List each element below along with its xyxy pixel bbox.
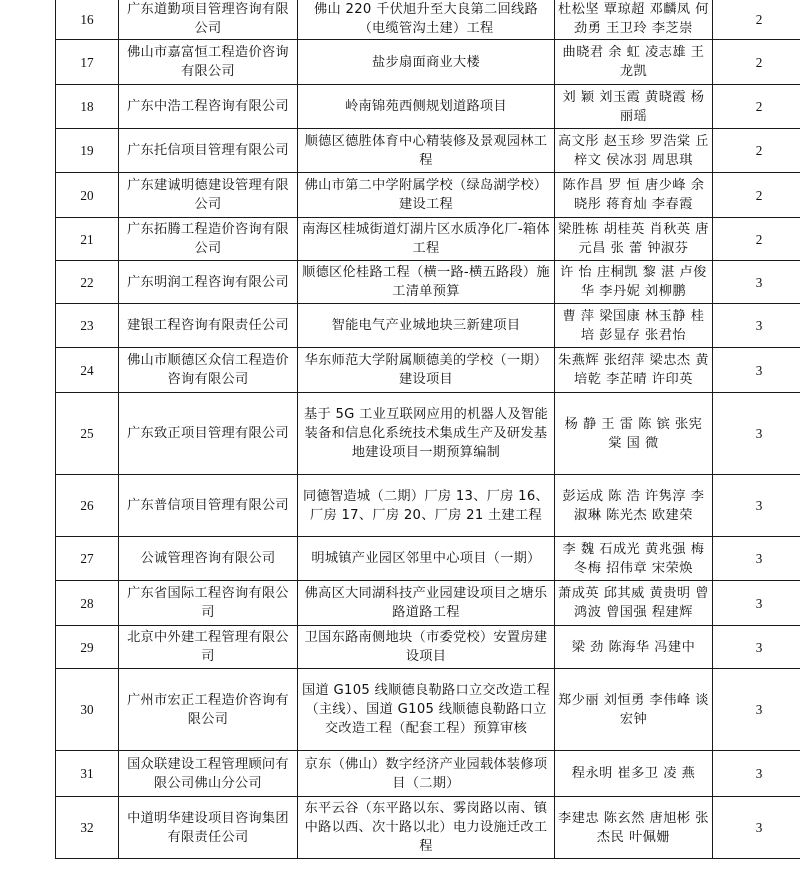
project-name: 东平云谷（东平路以东、雾岗路以南、镇中路以西、次十路以北）电力设施迁改工程 bbox=[298, 797, 555, 859]
personnel-list: 刘 颖 刘玉霞 黄晓霞 杨丽瑶 bbox=[555, 85, 713, 129]
company-name: 广东托信项目管理有限公司 bbox=[119, 129, 298, 173]
table-row bbox=[56, 218, 800, 261]
count-value: 3 bbox=[713, 751, 800, 797]
row-number: 17 bbox=[56, 40, 119, 85]
count-value: 2 bbox=[713, 173, 800, 218]
company-name: 中道明华建设项目咨询集团有限责任公司 bbox=[119, 797, 298, 859]
row-number: 31 bbox=[56, 751, 119, 797]
table-row bbox=[56, 797, 800, 859]
count-value: 3 bbox=[713, 304, 800, 348]
company-name: 国众联建设工程管理顾问有限公司佛山分公司 bbox=[119, 751, 298, 797]
row-number: 29 bbox=[56, 626, 119, 669]
row-number: 23 bbox=[56, 304, 119, 348]
table-row bbox=[56, 393, 800, 475]
row-number: 27 bbox=[56, 537, 119, 581]
project-name: 国道 G105 线顺德良勒路口立交改造工程（主线）、国道 G105 线顺德良勒路口立交改造工程（配套工程）预算审核 bbox=[298, 669, 555, 751]
company-name: 建银工程咨询有限责任公司 bbox=[119, 304, 298, 348]
company-name: 广州市宏正工程造价咨询有限公司 bbox=[119, 669, 298, 751]
company-name: 广东中浩工程咨询有限公司 bbox=[119, 85, 298, 129]
personnel-list: 高文彤 赵玉珍 罗浩棠 丘梓文 侯冰羽 周思琪 bbox=[555, 129, 713, 173]
table-row bbox=[56, 751, 800, 797]
count-value: 2 bbox=[713, 85, 800, 129]
personnel-list: 梁 劲 陈海华 冯建中 bbox=[555, 626, 713, 669]
personnel-list: 杜松坚 覃琼超 邓麟凤 何劲勇 王卫玲 李芝崇 bbox=[555, 0, 713, 40]
project-name: 佛高区大同湖科技产业园建设项目之塘乐路道路工程 bbox=[298, 581, 555, 626]
company-name: 佛山市顺德区众信工程造价咨询有限公司 bbox=[119, 348, 298, 393]
row-number: 32 bbox=[56, 797, 119, 859]
personnel-list: 许 怡 庄桐凯 黎 湛 卢俊华 李丹妮 刘柳鹏 bbox=[555, 261, 713, 304]
personnel-list: 李建忠 陈玄然 唐旭彬 张杰民 叶佩姗 bbox=[555, 797, 713, 859]
personnel-list: 曲晓君 余 虹 凌志雄 王龙凯 bbox=[555, 40, 713, 85]
count-value: 2 bbox=[713, 218, 800, 261]
count-value: 3 bbox=[713, 669, 800, 751]
company-name: 广东拓腾工程造价咨询有限公司 bbox=[119, 218, 298, 261]
table-row bbox=[56, 626, 800, 669]
company-name: 佛山市嘉富恒工程造价咨询有限公司 bbox=[119, 40, 298, 85]
project-name: 盐步扇面商业大楼 bbox=[298, 40, 555, 85]
personnel-list: 梁胜栋 胡桂英 肖秋英 唐元昌 张 蕾 钟淑芬 bbox=[555, 218, 713, 261]
table-row bbox=[56, 581, 800, 626]
personnel-list: 李 魏 石成光 黄兆强 梅冬梅 招伟章 宋荣焕 bbox=[555, 537, 713, 581]
project-name: 华东师范大学附属顺德美的学校（一期）建设项目 bbox=[298, 348, 555, 393]
personnel-list: 陈作昌 罗 恒 唐少峰 余晓彤 蒋育灿 李春霞 bbox=[555, 173, 713, 218]
personnel-list: 萧成英 邱其威 黄贵明 曾鸿波 曾国强 程建辉 bbox=[555, 581, 713, 626]
count-value: 2 bbox=[713, 40, 800, 85]
table-row bbox=[56, 40, 800, 85]
count-value: 3 bbox=[713, 626, 800, 669]
count-value: 3 bbox=[713, 475, 800, 537]
project-name: 京东（佛山）数字经济产业园载体装修项目（二期） bbox=[298, 751, 555, 797]
company-name: 公诚管理咨询有限公司 bbox=[119, 537, 298, 581]
count-value: 3 bbox=[713, 261, 800, 304]
table-row bbox=[56, 0, 800, 40]
personnel-list: 彭运成 陈 浩 许隽淳 李淑琳 陈光杰 欧建荣 bbox=[555, 475, 713, 537]
table-row bbox=[56, 173, 800, 218]
project-name: 顺德区伦桂路工程（横一路-横五路段）施工清单预算 bbox=[298, 261, 555, 304]
row-number: 22 bbox=[56, 261, 119, 304]
project-table bbox=[55, 0, 800, 859]
row-number: 28 bbox=[56, 581, 119, 626]
company-name: 北京中外建工程管理有限公司 bbox=[119, 626, 298, 669]
project-name: 卫国东路南侧地块（市委党校）安置房建设项目 bbox=[298, 626, 555, 669]
table-row bbox=[56, 348, 800, 393]
row-number: 18 bbox=[56, 85, 119, 129]
personnel-list: 程永明 崔多卫 凌 燕 bbox=[555, 751, 713, 797]
project-name: 佛山市第二中学附属学校（绿岛湖学校）建设工程 bbox=[298, 173, 555, 218]
company-name: 广东省国际工程咨询有限公司 bbox=[119, 581, 298, 626]
project-name: 智能电气产业城地块三新建项目 bbox=[298, 304, 555, 348]
table-row bbox=[56, 669, 800, 751]
table-row bbox=[56, 85, 800, 129]
project-name: 岭南锦苑西侧规划道路项目 bbox=[298, 85, 555, 129]
project-name: 基于 5G 工业互联网应用的机器人及智能装备和信息化系统技术集成生产及研发基地建设项目一期预算编制 bbox=[298, 393, 555, 475]
count-value: 2 bbox=[713, 0, 800, 40]
project-name: 同德智造城（二期）厂房 13、厂房 16、厂房 17、厂房 20、厂房 21 土建工程 bbox=[298, 475, 555, 537]
row-number: 20 bbox=[56, 173, 119, 218]
row-number: 16 bbox=[56, 0, 119, 40]
row-number: 19 bbox=[56, 129, 119, 173]
count-value: 3 bbox=[713, 537, 800, 581]
table-row bbox=[56, 475, 800, 537]
count-value: 2 bbox=[713, 129, 800, 173]
table-row bbox=[56, 537, 800, 581]
table-body bbox=[56, 0, 800, 859]
company-name: 广东致正项目管理有限公司 bbox=[119, 393, 298, 475]
count-value: 3 bbox=[713, 348, 800, 393]
count-value: 3 bbox=[713, 581, 800, 626]
table-row bbox=[56, 304, 800, 348]
table-row bbox=[56, 129, 800, 173]
personnel-list: 曹 萍 梁国康 林玉静 桂 培 彭显存 张君怡 bbox=[555, 304, 713, 348]
personnel-list: 郑少丽 刘恒勇 李伟峰 谈宏钟 bbox=[555, 669, 713, 751]
company-name: 广东明润工程咨询有限公司 bbox=[119, 261, 298, 304]
table-row bbox=[56, 261, 800, 304]
project-name: 南海区桂城街道灯湖片区水质净化厂-箱体工程 bbox=[298, 218, 555, 261]
project-name: 明城镇产业园区邻里中心项目（一期） bbox=[298, 537, 555, 581]
company-name: 广东普信项目管理有限公司 bbox=[119, 475, 298, 537]
row-number: 25 bbox=[56, 393, 119, 475]
row-number: 21 bbox=[56, 218, 119, 261]
project-name: 佛山 220 千伏旭升至大良第二回线路（电缆管沟土建）工程 bbox=[298, 0, 555, 40]
count-value: 3 bbox=[713, 393, 800, 475]
company-name: 广东建诚明德建设管理有限公司 bbox=[119, 173, 298, 218]
personnel-list: 杨 静 王 雷 陈 镔 张宪棠 国 微 bbox=[555, 393, 713, 475]
project-name: 顺德区德胜体育中心精装修及景观园林工程 bbox=[298, 129, 555, 173]
row-number: 30 bbox=[56, 669, 119, 751]
row-number: 24 bbox=[56, 348, 119, 393]
count-value: 3 bbox=[713, 797, 800, 859]
row-number: 26 bbox=[56, 475, 119, 537]
personnel-list: 朱燕辉 张绍萍 梁忠杰 黄培乾 李芷晴 许印英 bbox=[555, 348, 713, 393]
company-name: 广东道勤项目管理咨询有限公司 bbox=[119, 0, 298, 40]
